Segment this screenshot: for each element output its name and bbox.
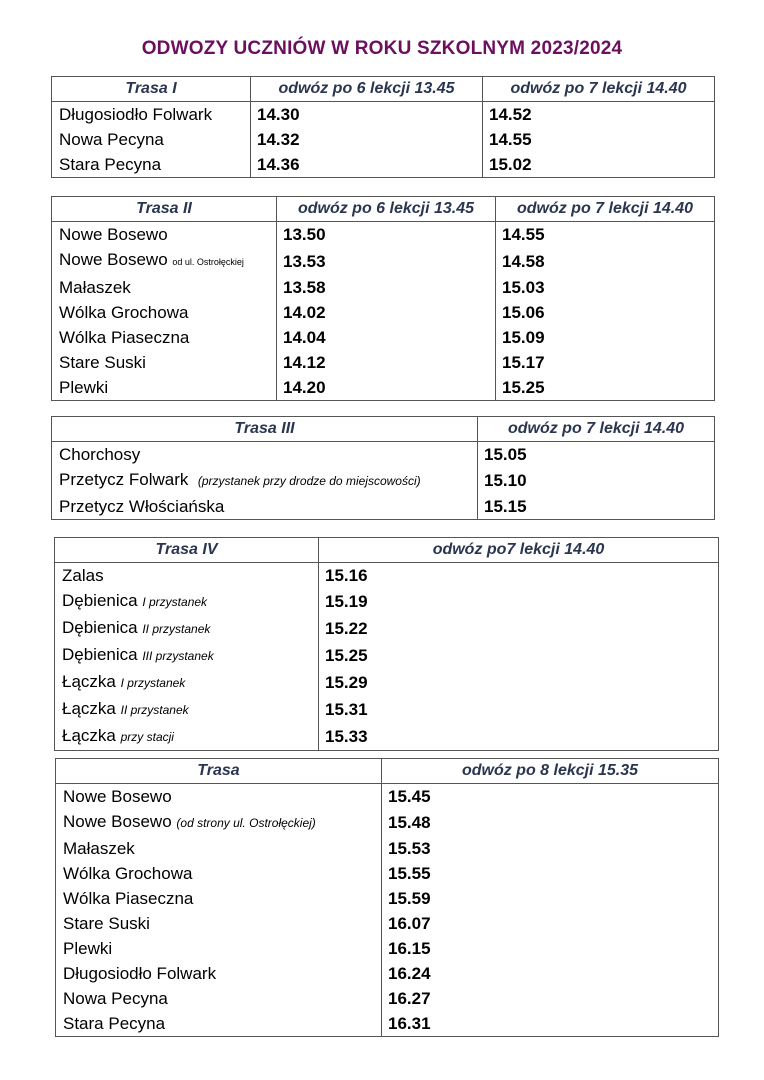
stop-note: (przystanek przy drodze do miejscowości) bbox=[197, 474, 421, 488]
table-header-row bbox=[52, 77, 715, 102]
route-table-trasa-4 bbox=[54, 537, 719, 751]
table-row bbox=[52, 442, 715, 468]
stop-name-cell bbox=[52, 152, 251, 178]
stop-name: Łączka bbox=[62, 672, 116, 691]
departure-time-cell: 15.19 bbox=[325, 592, 368, 611]
table-row bbox=[52, 127, 715, 152]
route-table-trasa-1 bbox=[51, 76, 715, 178]
table-row bbox=[56, 961, 719, 986]
stop-name-cell bbox=[56, 961, 382, 986]
departure-column-header: odwóz po 6 lekcji 13.45 bbox=[251, 77, 483, 102]
departure-time-cell: 16.07 bbox=[388, 914, 431, 933]
route-name-header: Trasa IV bbox=[55, 538, 319, 563]
table-row bbox=[52, 325, 715, 350]
departure-time-cell: 15.03 bbox=[502, 278, 545, 297]
stop-name: Zalas bbox=[62, 566, 104, 585]
route-name-header: Trasa II bbox=[52, 197, 277, 222]
table-row bbox=[52, 375, 715, 401]
departure-column-header: odwóz po 7 lekcji 14.40 bbox=[478, 417, 715, 442]
stop-name: Nowe Bosewo bbox=[63, 787, 172, 806]
table-row bbox=[55, 669, 719, 696]
departure-column-header: odwóz po 6 lekcji 13.45 bbox=[277, 197, 496, 222]
departure-time-cell: 15.22 bbox=[325, 619, 368, 638]
stop-name: Nowe Bosewo bbox=[59, 225, 168, 244]
departure-time-cell: 16.27 bbox=[388, 989, 431, 1008]
table-row bbox=[52, 467, 715, 494]
stop-note: I przystanek bbox=[142, 595, 208, 609]
stop-name-cell bbox=[52, 375, 277, 401]
route-name-header: Trasa I bbox=[52, 77, 251, 102]
departure-time-cell: 15.59 bbox=[388, 889, 431, 908]
departure-time-cell: 15.06 bbox=[502, 303, 545, 322]
route-table-trasa-8-lekcja bbox=[55, 758, 719, 1037]
departure-time-cell: 15.48 bbox=[388, 813, 431, 832]
departure-time-cell: 14.20 bbox=[277, 375, 496, 401]
stop-name-cell bbox=[56, 861, 382, 886]
route-table-trasa-3 bbox=[51, 416, 715, 520]
route-name-header: Trasa bbox=[56, 759, 382, 784]
stop-name-cell bbox=[52, 494, 478, 520]
departure-column-header: odwóz po 7 lekcji 14.40 bbox=[483, 77, 715, 102]
stop-name: Stare Suski bbox=[63, 914, 150, 933]
stop-name-cell bbox=[55, 696, 319, 723]
stop-name-cell bbox=[52, 325, 277, 350]
table-row bbox=[55, 723, 719, 751]
table-header-row bbox=[55, 538, 719, 563]
stop-name: Nowe Bosewo bbox=[63, 812, 172, 831]
departure-time-cell: 14.36 bbox=[251, 152, 483, 178]
table-row bbox=[56, 809, 719, 836]
departure-time-cell: 14.55 bbox=[502, 225, 545, 244]
stop-name: Przetycz Folwark bbox=[59, 470, 189, 489]
departure-time-cell: 14.04 bbox=[277, 325, 496, 350]
table-row bbox=[55, 615, 719, 642]
table-row bbox=[56, 886, 719, 911]
table-row bbox=[52, 222, 715, 248]
stop-name: Długosiodło Folwark bbox=[59, 105, 213, 124]
stop-name: Wólka Grochowa bbox=[59, 303, 189, 322]
departure-time-cell: 13.53 bbox=[277, 247, 496, 275]
stop-name: Długosiodło Folwark bbox=[63, 964, 217, 983]
departure-time-cell: 15.17 bbox=[502, 353, 545, 372]
table-row bbox=[55, 563, 719, 589]
stop-name-cell bbox=[52, 442, 478, 468]
table-row bbox=[52, 350, 715, 375]
stop-name-cell bbox=[55, 723, 319, 751]
departure-time-cell: 15.15 bbox=[484, 497, 527, 516]
stop-name: Nowa Pecyna bbox=[63, 989, 168, 1008]
stop-note: od ul. Ostrołęckiej bbox=[172, 257, 244, 267]
departure-time-cell: 16.15 bbox=[388, 939, 431, 958]
table-row bbox=[56, 784, 719, 810]
departure-time-cell: 14.55 bbox=[489, 130, 532, 149]
stop-name: Małaszek bbox=[59, 278, 131, 297]
stop-name-cell bbox=[52, 222, 277, 248]
departure-time-cell: 15.02 bbox=[489, 155, 532, 174]
stop-note: przy stacji bbox=[120, 730, 174, 744]
table-row bbox=[56, 911, 719, 936]
stop-name: Łączka bbox=[62, 699, 116, 718]
departure-time-cell: 15.25 bbox=[502, 378, 545, 397]
stop-name: Wólka Grochowa bbox=[63, 864, 193, 883]
stop-name: Wólka Piaseczna bbox=[59, 328, 190, 347]
stop-note: I przystanek bbox=[120, 676, 186, 690]
stop-name-cell bbox=[56, 886, 382, 911]
table-row bbox=[56, 836, 719, 861]
table-row bbox=[52, 102, 715, 128]
table-row bbox=[52, 300, 715, 325]
departure-time-cell: 15.45 bbox=[388, 787, 431, 806]
stop-name-cell bbox=[52, 300, 277, 325]
stop-name: Chorchosy bbox=[59, 445, 141, 464]
stop-name-cell bbox=[55, 563, 319, 589]
route-name-header: Trasa III bbox=[52, 417, 478, 442]
departure-column-header: odwóz po7 lekcji 14.40 bbox=[319, 538, 719, 563]
stop-name: Łączka bbox=[62, 726, 116, 745]
departure-time-cell: 14.30 bbox=[251, 102, 483, 128]
table-row bbox=[56, 861, 719, 886]
stop-name: Dębienica bbox=[62, 591, 138, 610]
stop-name-cell bbox=[56, 911, 382, 936]
table-row bbox=[55, 696, 719, 723]
stop-name-cell bbox=[55, 669, 319, 696]
departure-time-cell: 14.32 bbox=[251, 127, 483, 152]
table-row bbox=[55, 642, 719, 669]
departure-column-header: odwóz po 7 lekcji 14.40 bbox=[496, 197, 715, 222]
departure-time-cell: 15.55 bbox=[388, 864, 431, 883]
stop-name: Dębienica bbox=[62, 645, 138, 664]
stop-name: Przetycz Włościańska bbox=[59, 497, 225, 516]
table-row bbox=[52, 275, 715, 300]
departure-time-cell: 15.31 bbox=[325, 700, 368, 719]
document-title: ODWOZY UCZNIÓW W ROKU SZKOLNYM 2023/2024 bbox=[141, 38, 623, 59]
stop-name: Plewki bbox=[59, 378, 109, 397]
stop-name-cell bbox=[56, 1011, 382, 1037]
stop-name: Dębienica bbox=[62, 618, 138, 637]
stop-name-cell bbox=[55, 588, 319, 615]
departure-time-cell: 15.10 bbox=[484, 471, 527, 490]
stop-name: Małaszek bbox=[63, 839, 135, 858]
stop-name: Stara Pecyna bbox=[59, 155, 162, 174]
stop-name: Nowe Bosewo bbox=[59, 250, 168, 269]
departure-time-cell: 15.16 bbox=[325, 566, 368, 585]
departure-time-cell: 15.53 bbox=[388, 839, 431, 858]
table-row bbox=[56, 936, 719, 961]
departure-time-cell: 14.52 bbox=[489, 105, 532, 124]
stop-note: II przystanek bbox=[120, 703, 189, 717]
departure-time-cell: 15.05 bbox=[484, 445, 527, 464]
departure-time-cell: 13.50 bbox=[277, 222, 496, 248]
stop-name-cell bbox=[52, 467, 478, 494]
stop-name: Stara Pecyna bbox=[63, 1014, 166, 1033]
table-row bbox=[55, 588, 719, 615]
stop-name-cell bbox=[52, 275, 277, 300]
stop-name-cell bbox=[56, 809, 382, 836]
table-header-row bbox=[52, 417, 715, 442]
departure-time-cell: 15.25 bbox=[325, 646, 368, 665]
table-row bbox=[56, 1011, 719, 1037]
table-header-row bbox=[52, 197, 715, 222]
departure-time-cell: 14.12 bbox=[277, 350, 496, 375]
table-row bbox=[52, 247, 715, 275]
departure-column-header: odwóz po 8 lekcji 15.35 bbox=[382, 759, 719, 784]
table-row bbox=[52, 152, 715, 178]
table-row bbox=[56, 986, 719, 1011]
stop-note: II przystanek bbox=[142, 622, 211, 636]
departure-time-cell: 15.29 bbox=[325, 673, 368, 692]
table-header-row bbox=[56, 759, 719, 784]
stop-note: III przystanek bbox=[142, 649, 214, 663]
stop-name-cell bbox=[56, 784, 382, 810]
stop-name-cell bbox=[56, 936, 382, 961]
departure-time-cell: 14.02 bbox=[277, 300, 496, 325]
stop-name-cell bbox=[52, 102, 251, 128]
departure-time-cell: 15.33 bbox=[325, 727, 368, 746]
departure-time-cell: 16.31 bbox=[388, 1014, 431, 1033]
stop-name-cell bbox=[56, 986, 382, 1011]
stop-name-cell bbox=[52, 350, 277, 375]
departure-time-cell: 16.24 bbox=[388, 964, 431, 983]
stop-name-cell bbox=[56, 836, 382, 861]
stop-name: Nowa Pecyna bbox=[59, 130, 164, 149]
stop-name-cell bbox=[52, 127, 251, 152]
stop-name: Plewki bbox=[63, 939, 113, 958]
stop-name: Wólka Piaseczna bbox=[63, 889, 194, 908]
stop-name-cell bbox=[55, 615, 319, 642]
departure-time-cell: 15.09 bbox=[502, 328, 545, 347]
route-table-trasa-2 bbox=[51, 196, 715, 401]
stop-name-cell bbox=[55, 642, 319, 669]
departure-time-cell: 13.58 bbox=[277, 275, 496, 300]
stop-name-cell bbox=[52, 247, 277, 275]
table-row bbox=[52, 494, 715, 520]
departure-time-cell: 14.58 bbox=[502, 251, 545, 271]
stop-note: (od strony ul. Ostrołęckiej) bbox=[176, 816, 316, 830]
stop-name: Stare Suski bbox=[59, 353, 146, 372]
